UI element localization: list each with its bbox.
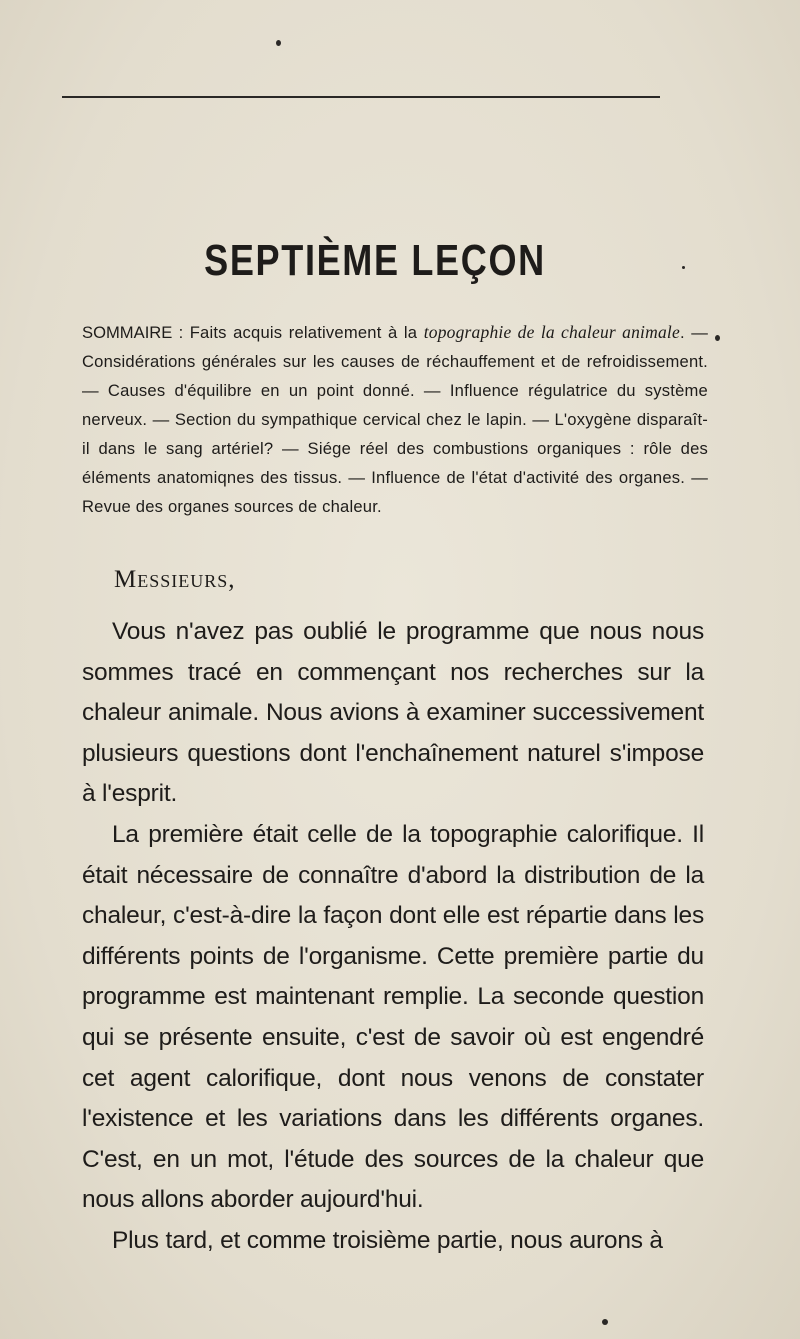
- summary-block: [82, 318, 708, 521]
- salutation: Messieurs,: [114, 566, 236, 593]
- header-rule: [62, 96, 660, 98]
- paragraph-2: La première était celle de la topographie calorifique. Il était nécessaire de connaître d'abord la distribution de la chaleur, c'est-à-dire la façon dont elle est répartie dans les différents points de l'organisme. Cette première partie du programme est maintenant remplie. La seconde question qui se présente ensuite, c'est de savoir où est engendré cet agent calorifique, dont nous venons de constater l'existence et les variations dans les différents organes. C'est, en un mot, l'étude des sources de la chaleur que nous allons aborder aujourd'hui.: [82, 820, 704, 1214]
- ink-speck: [715, 335, 720, 341]
- paragraph-1: Vous n'avez pas oublié le programme que nous nous sommes tracé en commençant nos recherches sur la chaleur animale. Nous avions à examiner successivement plusieurs questions dont l'enchaînement naturel s'impose à l'esprit.: [82, 618, 704, 808]
- paragraph-3: Plus tard, et comme troisième partie, nous aurons à: [112, 1226, 663, 1254]
- summary-italic-text: topographie de la chaleur animale: [423, 322, 680, 342]
- ink-speck: [682, 266, 685, 269]
- ink-speck: [276, 40, 281, 46]
- summary-text-rest: . — Considérations générales sur les causes de réchauffement et de refroidissement. — Causes d'équilibre en un point donné. — Influence régulatrice du système nerveux. — Section du sympathique cervical chez le lapin. — L'oxygène disparaît-il dans le sang artériel? — Siége réel des combustions organiques : rôle des éléments anatomiqnes des tissus. — Influence de l'état d'activité des organes. — Revue des organes sources de chaleur.: [82, 323, 709, 516]
- summary-text-start: Faits acquis relativement à la: [183, 323, 424, 342]
- ink-speck: [602, 1319, 608, 1325]
- chapter-title: SEPTIÈME LEÇON: [204, 236, 546, 285]
- summary-label: SOMMAIRE :: [82, 323, 184, 342]
- body-text: [82, 612, 704, 1262]
